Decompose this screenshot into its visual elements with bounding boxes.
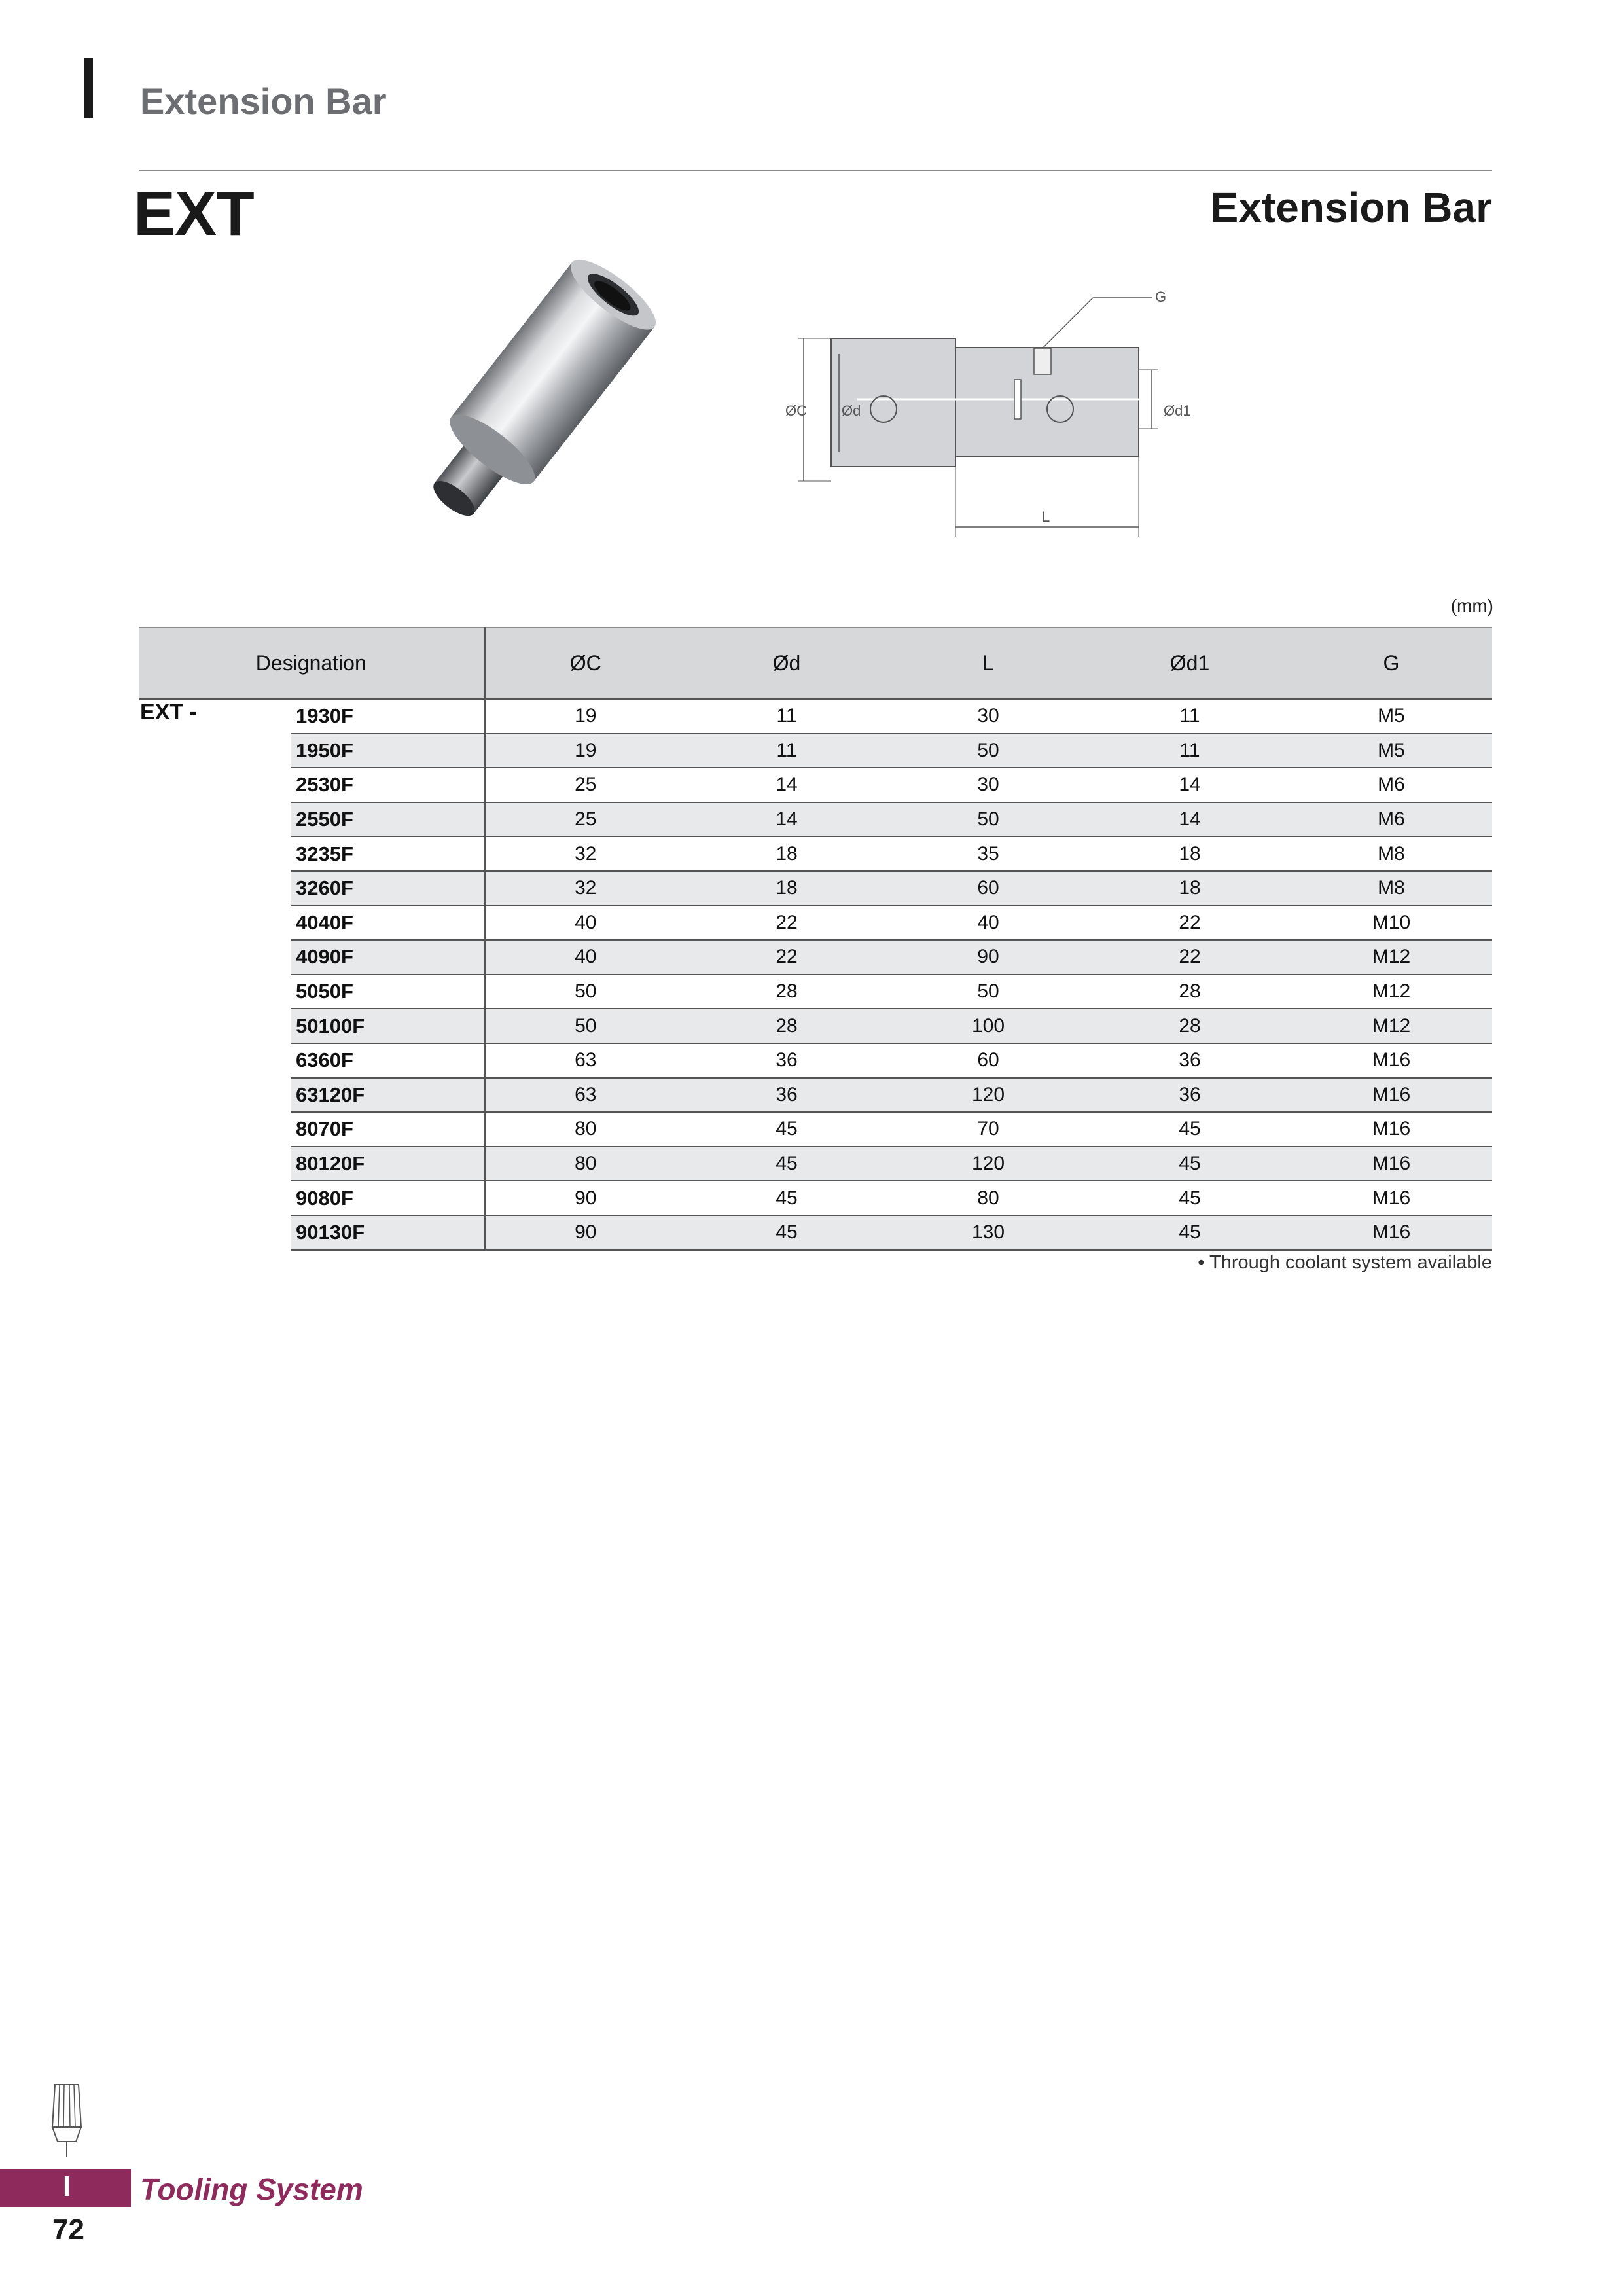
label-g: G xyxy=(1155,289,1167,305)
g-value: M8 xyxy=(1291,836,1492,871)
oc-value: 25 xyxy=(484,802,686,837)
page-number: 72 xyxy=(52,2214,84,2246)
oc-value: 50 xyxy=(484,975,686,1009)
oc-value: 80 xyxy=(484,1147,686,1181)
table-row xyxy=(139,1147,1492,1181)
od-value: 14 xyxy=(686,802,887,837)
oc-value: 40 xyxy=(484,940,686,975)
header-g: G xyxy=(1291,628,1492,699)
spec-table xyxy=(139,627,1492,1251)
g-value: M6 xyxy=(1291,802,1492,837)
od1-value: 11 xyxy=(1089,699,1291,734)
designation-code: 1950F xyxy=(291,734,484,768)
od1-value: 18 xyxy=(1089,836,1291,871)
l-value: 30 xyxy=(887,768,1089,802)
designation-code: 2530F xyxy=(291,768,484,802)
l-value: 130 xyxy=(887,1215,1089,1250)
designation-code: 6360F xyxy=(291,1043,484,1078)
designation-code: 80120F xyxy=(291,1147,484,1181)
designation-code: 2550F xyxy=(291,802,484,837)
oc-value: 40 xyxy=(484,906,686,941)
designation-code: 1930F xyxy=(291,699,484,734)
od1-value: 14 xyxy=(1089,768,1291,802)
l-value: 50 xyxy=(887,734,1089,768)
designation-code: 9080F xyxy=(291,1181,484,1215)
od-value: 45 xyxy=(686,1215,887,1250)
designation-code: 8070F xyxy=(291,1112,484,1147)
oc-value: 80 xyxy=(484,1112,686,1147)
g-value: M12 xyxy=(1291,975,1492,1009)
od-value: 18 xyxy=(686,871,887,906)
label-od: Ød xyxy=(842,403,861,419)
oc-value: 63 xyxy=(484,1043,686,1078)
l-value: 40 xyxy=(887,906,1089,941)
table-row xyxy=(139,975,1492,1009)
oc-value: 32 xyxy=(484,871,686,906)
od1-value: 28 xyxy=(1089,1009,1291,1043)
od-value: 22 xyxy=(686,906,887,941)
od1-value: 45 xyxy=(1089,1147,1291,1181)
od-value: 45 xyxy=(686,1147,887,1181)
unit-label: (mm) xyxy=(1450,596,1493,616)
designation-code: 3260F xyxy=(291,871,484,906)
header-od1: Ød1 xyxy=(1089,628,1291,699)
designation-code: 90130F xyxy=(291,1215,484,1250)
g-value: M16 xyxy=(1291,1112,1492,1147)
g-value: M16 xyxy=(1291,1147,1492,1181)
l-value: 35 xyxy=(887,836,1089,871)
table-row xyxy=(139,768,1492,802)
product-photo xyxy=(340,255,707,556)
od1-value: 36 xyxy=(1089,1078,1291,1113)
table-row xyxy=(139,906,1492,941)
g-value: M16 xyxy=(1291,1078,1492,1113)
designation-code: 50100F xyxy=(291,1009,484,1043)
designation-code: 5050F xyxy=(291,975,484,1009)
designation-code: 63120F xyxy=(291,1078,484,1113)
g-value: M5 xyxy=(1291,734,1492,768)
l-value: 50 xyxy=(887,802,1089,837)
l-value: 90 xyxy=(887,940,1089,975)
g-value: M8 xyxy=(1291,871,1492,906)
table-header-row xyxy=(139,628,1492,699)
l-value: 60 xyxy=(887,1043,1089,1078)
od1-value: 45 xyxy=(1089,1112,1291,1147)
l-value: 120 xyxy=(887,1078,1089,1113)
od1-value: 28 xyxy=(1089,975,1291,1009)
oc-value: 19 xyxy=(484,699,686,734)
table-row xyxy=(139,940,1492,975)
od1-value: 18 xyxy=(1089,871,1291,906)
table-row xyxy=(139,802,1492,837)
od-value: 11 xyxy=(686,699,887,734)
designation-prefix: EXT - xyxy=(139,699,291,1250)
designation-code: 4040F xyxy=(291,906,484,941)
product-code: EXT xyxy=(134,179,254,249)
section-marker-bar xyxy=(84,58,93,118)
l-value: 120 xyxy=(887,1147,1089,1181)
table-row xyxy=(139,1215,1492,1250)
header-oc: ØC xyxy=(484,628,686,699)
g-value: M16 xyxy=(1291,1043,1492,1078)
oc-value: 90 xyxy=(484,1215,686,1250)
section-title: Extension Bar xyxy=(140,81,387,122)
header-designation: Designation xyxy=(139,628,484,699)
l-value: 100 xyxy=(887,1009,1089,1043)
table-row xyxy=(139,836,1492,871)
od-value: 28 xyxy=(686,1009,887,1043)
table-row xyxy=(139,871,1492,906)
g-value: M6 xyxy=(1291,768,1492,802)
header-divider xyxy=(139,170,1492,171)
designation-code: 4090F xyxy=(291,940,484,975)
collet-icon xyxy=(48,2081,85,2160)
footer-section-marker: I xyxy=(63,2170,71,2202)
table-row xyxy=(139,1078,1492,1113)
od-value: 28 xyxy=(686,975,887,1009)
od1-value: 22 xyxy=(1089,906,1291,941)
od1-value: 11 xyxy=(1089,734,1291,768)
oc-value: 90 xyxy=(484,1181,686,1215)
l-value: 30 xyxy=(887,699,1089,734)
g-value: M16 xyxy=(1291,1181,1492,1215)
od-value: 14 xyxy=(686,768,887,802)
oc-value: 32 xyxy=(484,836,686,871)
table-row xyxy=(139,1181,1492,1215)
table-row xyxy=(139,1009,1492,1043)
od-value: 11 xyxy=(686,734,887,768)
l-value: 80 xyxy=(887,1181,1089,1215)
label-oc: ØC xyxy=(785,403,807,419)
product-name: Extension Bar xyxy=(1210,184,1492,231)
od1-value: 22 xyxy=(1089,940,1291,975)
g-value: M5 xyxy=(1291,699,1492,734)
table-row xyxy=(139,699,1492,734)
header-l: L xyxy=(887,628,1089,699)
oc-value: 50 xyxy=(484,1009,686,1043)
od1-value: 14 xyxy=(1089,802,1291,837)
l-value: 50 xyxy=(887,975,1089,1009)
od1-value: 45 xyxy=(1089,1215,1291,1250)
od-value: 22 xyxy=(686,940,887,975)
dimension-drawing xyxy=(785,278,1309,547)
oc-value: 63 xyxy=(484,1078,686,1113)
coolant-note: • Through coolant system available xyxy=(1198,1252,1492,1273)
g-value: M12 xyxy=(1291,1009,1492,1043)
table-row xyxy=(139,1043,1492,1078)
g-value: M10 xyxy=(1291,906,1492,941)
l-value: 60 xyxy=(887,871,1089,906)
od1-value: 45 xyxy=(1089,1181,1291,1215)
l-value: 70 xyxy=(887,1112,1089,1147)
od-value: 45 xyxy=(686,1181,887,1215)
od-value: 36 xyxy=(686,1078,887,1113)
oc-value: 19 xyxy=(484,734,686,768)
od1-value: 36 xyxy=(1089,1043,1291,1078)
label-od1: Ød1 xyxy=(1164,403,1191,419)
g-value: M12 xyxy=(1291,940,1492,975)
g-value: M16 xyxy=(1291,1215,1492,1250)
footer-label: Tooling System xyxy=(140,2172,363,2206)
designation-code: 3235F xyxy=(291,836,484,871)
od-value: 36 xyxy=(686,1043,887,1078)
label-l: L xyxy=(1042,509,1050,525)
table-row xyxy=(139,1112,1492,1147)
od-value: 45 xyxy=(686,1112,887,1147)
oc-value: 25 xyxy=(484,768,686,802)
table-row xyxy=(139,734,1492,768)
od-value: 18 xyxy=(686,836,887,871)
header-od: Ød xyxy=(686,628,887,699)
